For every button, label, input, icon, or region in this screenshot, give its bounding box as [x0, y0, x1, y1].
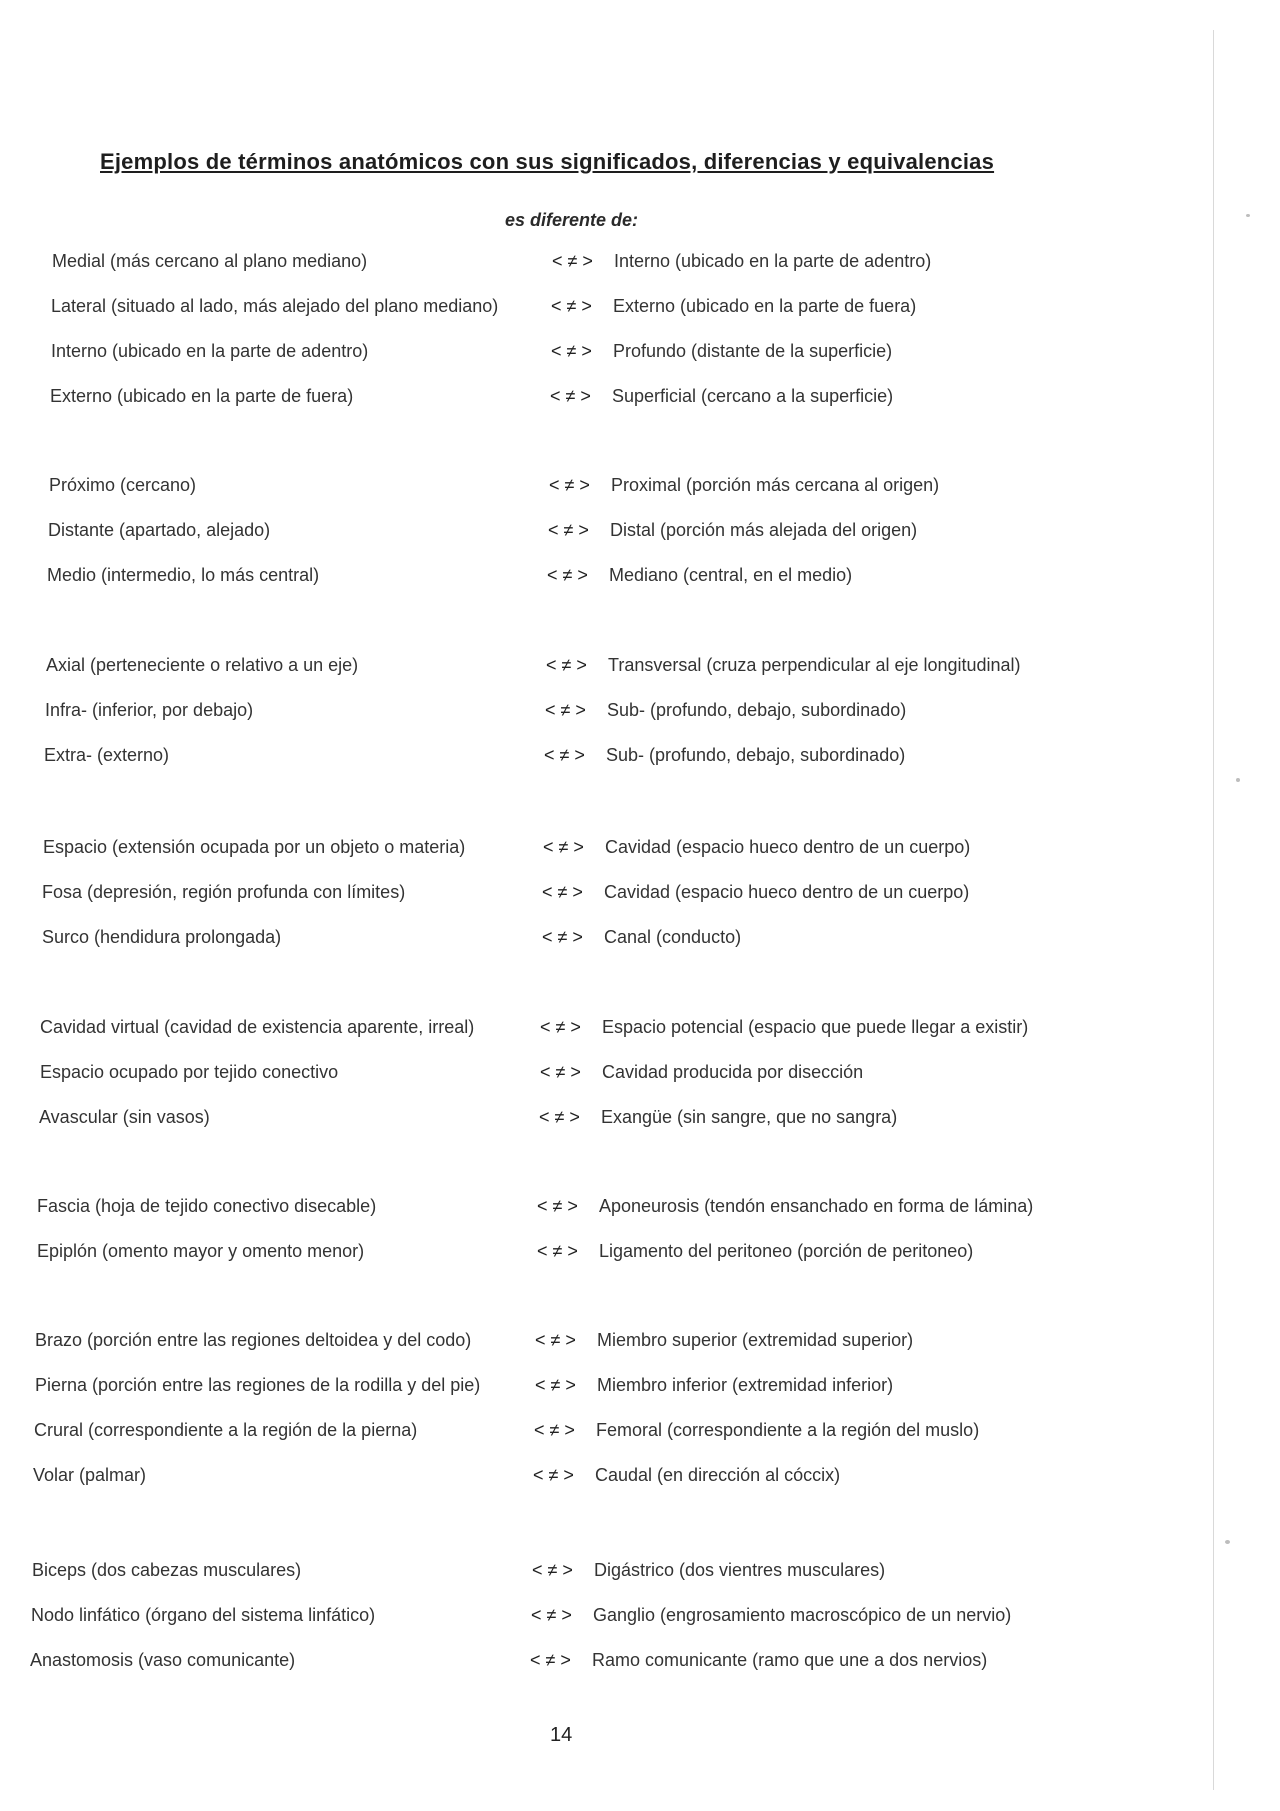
- term-left: Epiplón (omento mayor y omento menor): [37, 1241, 365, 1261]
- term-right: Transversal (cruza perpendicular al eje longitudinal): [608, 655, 1021, 675]
- column-subtitle: es diferente de:: [505, 210, 639, 230]
- term-right: Aponeurosis (tendón ensanchado en forma de lámina): [599, 1196, 1034, 1216]
- term-row: [42, 927, 1280, 957]
- not-equal-symbol: < ≠ >: [545, 700, 586, 720]
- term-left: Espacio (extensión ocupada por un objeto o materia): [43, 837, 466, 857]
- term-left: Anastomosis (vaso comunicante): [30, 1650, 296, 1670]
- not-equal-symbol: < ≠ >: [548, 520, 589, 540]
- term-right: Exangüe (sin sangre, que no sangra): [601, 1107, 898, 1127]
- term-left: Biceps (dos cabezas musculares): [32, 1560, 302, 1580]
- scan-speck: [1236, 778, 1240, 782]
- term-right: Sub- (profundo, debajo, subordinado): [607, 700, 907, 720]
- term-row: [34, 1420, 1274, 1450]
- not-equal-symbol: < ≠ >: [547, 565, 588, 585]
- term-left: Lateral (situado al lado, más alejado del plano mediano): [51, 296, 499, 316]
- term-row: [46, 655, 1280, 685]
- term-right: Espacio potencial (espacio que puede llegar a existir): [602, 1017, 1029, 1037]
- not-equal-symbol: < ≠ >: [530, 1650, 571, 1670]
- term-left: Interno (ubicado en la parte de adentro): [51, 341, 369, 361]
- term-right: Sub- (profundo, debajo, subordinado): [606, 745, 906, 765]
- term-row: [30, 1650, 1270, 1680]
- not-equal-symbol: < ≠ >: [542, 882, 583, 902]
- not-equal-symbol: < ≠ >: [546, 655, 587, 675]
- scan-speck: [1225, 1540, 1230, 1544]
- term-right: Superficial (cercano a la superficie): [612, 386, 894, 406]
- term-left: Avascular (sin vasos): [39, 1107, 210, 1127]
- not-equal-symbol: < ≠ >: [534, 1420, 575, 1440]
- page-title: Ejemplos de términos anatómicos con sus significados, diferencias y equivalencias: [100, 148, 995, 174]
- term-right: Cavidad (espacio hueco dentro de un cuerpo): [605, 837, 971, 857]
- not-equal-symbol: < ≠ >: [540, 1062, 581, 1082]
- term-left: Distante (apartado, alejado): [48, 520, 271, 540]
- term-left: Fascia (hoja de tejido conectivo disecable): [37, 1196, 377, 1216]
- term-left: Próximo (cercano): [49, 475, 197, 495]
- term-left: Externo (ubicado en la parte de fuera): [50, 386, 354, 406]
- not-equal-symbol: < ≠ >: [537, 1241, 578, 1261]
- not-equal-symbol: < ≠ >: [542, 927, 583, 947]
- term-left: Surco (hendidura prolongada): [42, 927, 282, 947]
- term-row: [42, 882, 1280, 912]
- term-row: [50, 386, 1280, 416]
- term-row: [48, 520, 1280, 550]
- term-row: [40, 1017, 1280, 1047]
- term-right: Proximal (porción más cercana al origen): [611, 475, 940, 495]
- term-left: Fosa (depresión, región profunda con límites): [42, 882, 406, 902]
- not-equal-symbol: < ≠ >: [533, 1465, 574, 1485]
- term-right: Ligamento del peritoneo (porción de peritoneo): [599, 1241, 974, 1261]
- not-equal-symbol: < ≠ >: [543, 837, 584, 857]
- not-equal-symbol: < ≠ >: [532, 1560, 573, 1580]
- term-left: Volar (palmar): [33, 1465, 147, 1485]
- term-row: [45, 700, 1280, 730]
- term-right: Femoral (correspondiente a la región del muslo): [596, 1420, 980, 1440]
- term-right: Digástrico (dos vientres musculares): [594, 1560, 886, 1580]
- term-right: Cavidad producida por disección: [602, 1062, 864, 1082]
- term-right: Miembro superior (extremidad superior): [597, 1330, 914, 1350]
- term-left: Medial (más cercano al plano mediano): [52, 251, 368, 271]
- term-row: [33, 1465, 1273, 1495]
- not-equal-symbol: < ≠ >: [535, 1330, 576, 1350]
- term-left: Cavidad virtual (cavidad de existencia aparente, irreal): [40, 1017, 475, 1037]
- not-equal-symbol: < ≠ >: [535, 1375, 576, 1395]
- term-row: [32, 1560, 1272, 1590]
- term-row: [43, 837, 1280, 867]
- term-right: Externo (ubicado en la parte de fuera): [613, 296, 917, 316]
- term-left: Crural (correspondiente a la región de la pierna): [34, 1420, 418, 1440]
- not-equal-symbol: < ≠ >: [550, 386, 591, 406]
- term-row: [35, 1330, 1275, 1360]
- term-row: [37, 1196, 1277, 1226]
- term-row: [49, 475, 1280, 505]
- term-left: Axial (perteneciente o relativo a un eje): [46, 655, 359, 675]
- term-right: Distal (porción más alejada del origen): [610, 520, 918, 540]
- term-row: [40, 1062, 1280, 1092]
- term-right: Interno (ubicado en la parte de adentro): [614, 251, 932, 271]
- term-row: [52, 251, 1280, 281]
- term-row: [44, 745, 1280, 775]
- term-right: Mediano (central, en el medio): [609, 565, 853, 585]
- term-row: [51, 341, 1280, 371]
- term-left: Infra- (inferior, por debajo): [45, 700, 254, 720]
- term-left: Brazo (porción entre las regiones deltoidea y del codo): [35, 1330, 472, 1350]
- term-row: [39, 1107, 1279, 1137]
- term-left: Pierna (porción entre las regiones de la rodilla y del pie): [35, 1375, 481, 1395]
- not-equal-symbol: < ≠ >: [552, 251, 593, 271]
- term-right: Ganglio (engrosamiento macroscópico de un nervio): [593, 1605, 1012, 1625]
- term-row: [47, 565, 1280, 595]
- not-equal-symbol: < ≠ >: [544, 745, 585, 765]
- term-row: [37, 1241, 1277, 1271]
- not-equal-symbol: < ≠ >: [537, 1196, 578, 1216]
- term-right: Caudal (en dirección al cóccix): [595, 1465, 841, 1485]
- term-left: Extra- (externo): [44, 745, 170, 765]
- not-equal-symbol: < ≠ >: [539, 1107, 580, 1127]
- not-equal-symbol: < ≠ >: [551, 296, 592, 316]
- not-equal-symbol: < ≠ >: [549, 475, 590, 495]
- term-row: [31, 1605, 1271, 1635]
- term-row: [51, 296, 1280, 326]
- term-right: Cavidad (espacio hueco dentro de un cuerpo): [604, 882, 970, 902]
- term-left: Nodo linfático (órgano del sistema linfático): [31, 1605, 376, 1625]
- term-right: Canal (conducto): [604, 927, 742, 947]
- term-left: Espacio ocupado por tejido conectivo: [40, 1062, 339, 1082]
- scan-speck: [1246, 214, 1250, 217]
- page-number: 14: [550, 1724, 573, 1746]
- term-right: Ramo comunicante (ramo que une a dos nervios): [592, 1650, 988, 1670]
- not-equal-symbol: < ≠ >: [540, 1017, 581, 1037]
- term-left: Medio (intermedio, lo más central): [47, 565, 320, 585]
- term-right: Miembro inferior (extremidad inferior): [597, 1375, 894, 1395]
- not-equal-symbol: < ≠ >: [551, 341, 592, 361]
- term-right: Profundo (distante de la superficie): [613, 341, 893, 361]
- term-row: [35, 1375, 1275, 1405]
- not-equal-symbol: < ≠ >: [531, 1605, 572, 1625]
